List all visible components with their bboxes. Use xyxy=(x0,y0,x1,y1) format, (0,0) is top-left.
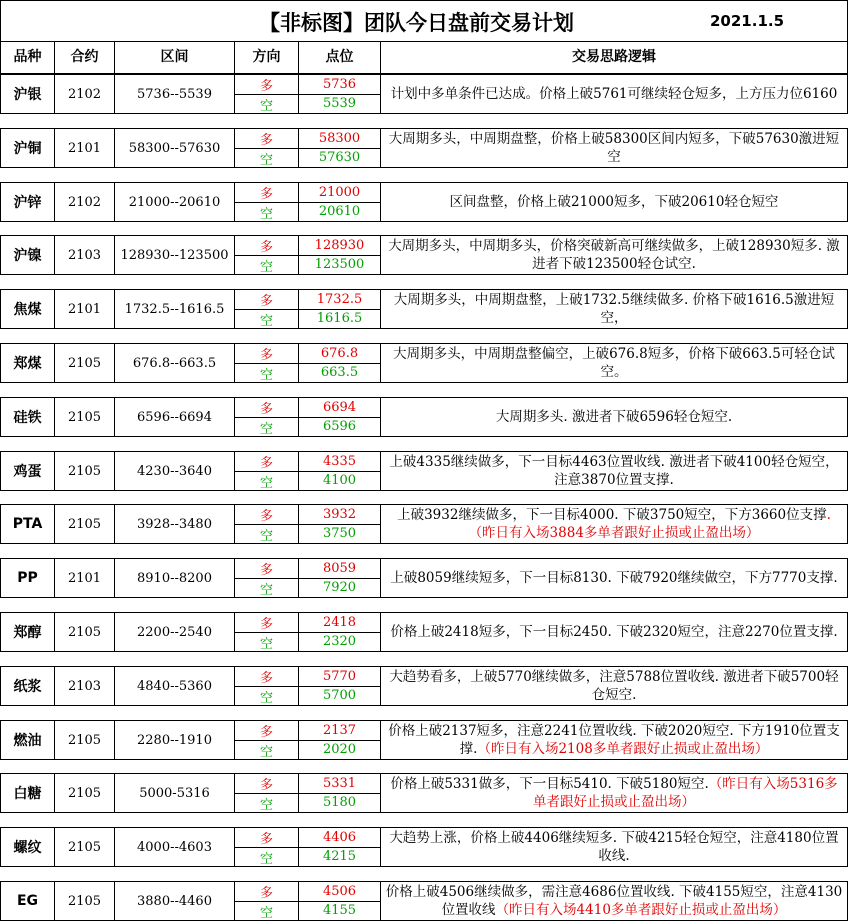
points-cell xyxy=(299,452,381,490)
commodity-name: 沪银 xyxy=(1,75,55,113)
logic-main: 大趋势上涨，价格上破4406继续短多. 下破4215轻仓短空，注意4180位置收线. xyxy=(389,830,839,864)
logic-main: 大周期多头，中周期多头，价格突破新高可继续做多，上破128930短多. 激进者下破123500轻仓试空. xyxy=(388,238,840,272)
table-row xyxy=(0,128,848,168)
direction-short: 空 xyxy=(259,691,273,706)
direction-cell xyxy=(235,452,299,490)
direction-cell xyxy=(235,828,299,866)
logic-main: 价格上破2137短多，注意2241位置收线. 下破2020短空. 下方1910位置支撑. xyxy=(388,723,840,757)
long-point: 5331 xyxy=(299,774,380,794)
logic-cell xyxy=(381,559,847,597)
contract-month: 2101 xyxy=(55,129,115,167)
logic-text xyxy=(385,453,843,489)
logic-cell xyxy=(381,75,847,113)
direction-short: 空 xyxy=(259,153,273,168)
contract-month: 2105 xyxy=(55,398,115,436)
price-range: 5736--5539 xyxy=(115,75,235,113)
logic-text xyxy=(391,85,838,103)
contract-month: 2105 xyxy=(55,344,115,382)
direction-long: 多 xyxy=(235,129,298,149)
logic-text xyxy=(390,569,837,587)
logic-text xyxy=(390,623,837,641)
table-row xyxy=(0,720,848,760)
price-range: 3928--3480 xyxy=(115,505,235,543)
direction-cell xyxy=(235,290,299,328)
logic-main: 价格上破4506继续做多，需注意4686位置收线. 下破4155短空，注意4130位置收线 xyxy=(385,884,843,918)
long-point: 2418 xyxy=(299,613,380,633)
price-range: 3880--4460 xyxy=(115,882,235,920)
points-cell xyxy=(299,290,381,328)
short-point: 2020 xyxy=(322,742,357,758)
commodity-name: EG xyxy=(1,882,55,920)
header-points: 点位 xyxy=(299,42,381,73)
direction-short: 空 xyxy=(259,529,273,544)
long-point: 128930 xyxy=(299,236,380,256)
header-logic: 交易思路逻辑 xyxy=(572,49,656,65)
direction-cell xyxy=(235,183,299,221)
table-row xyxy=(0,289,848,329)
short-point: 4155 xyxy=(322,903,357,919)
short-point: 57630 xyxy=(318,150,361,166)
direction-long: 多 xyxy=(235,236,298,256)
logic-main: 大周期多头，中周期盘整，上破1732.5继续做多. 价格下破1616.5激进短空， xyxy=(393,292,835,326)
direction-long: 多 xyxy=(235,613,298,633)
logic-main: 大周期多头. 激进者下破6596轻仓短空. xyxy=(495,409,733,425)
header-name: 品种 xyxy=(1,42,55,73)
long-point: 5736 xyxy=(299,75,380,95)
logic-text xyxy=(385,345,843,381)
direction-short: 空 xyxy=(259,583,273,598)
logic-text xyxy=(385,237,843,273)
header-contract: 合约 xyxy=(55,42,115,73)
direction-short: 空 xyxy=(259,99,273,114)
short-point: 5539 xyxy=(322,96,357,112)
table-row xyxy=(0,558,848,598)
direction-long: 多 xyxy=(235,452,298,472)
short-point: 6596 xyxy=(322,419,357,435)
long-point: 676.8 xyxy=(299,344,380,364)
header-range: 区间 xyxy=(115,42,235,73)
logic-main: 价格上破5331做多，下一目标5410. 下破5180短空. xyxy=(390,776,709,792)
long-point: 6694 xyxy=(299,398,380,418)
direction-short: 空 xyxy=(259,476,273,491)
short-point: 3750 xyxy=(322,526,357,542)
long-point: 4506 xyxy=(299,882,380,902)
commodity-name: PP xyxy=(1,559,55,597)
logic-text xyxy=(385,883,843,919)
logic-note: （昨日有入场2108多单者跟好止损或止盈出场） xyxy=(477,741,769,757)
logic-text xyxy=(385,722,843,758)
direction-cell xyxy=(235,129,299,167)
commodity-name: 沪铜 xyxy=(1,129,55,167)
direction-short: 空 xyxy=(259,314,273,329)
table-row xyxy=(0,504,848,544)
commodity-name: 纸浆 xyxy=(1,667,55,705)
logic-text xyxy=(385,291,843,327)
direction-cell xyxy=(235,721,299,759)
logic-cell xyxy=(381,344,847,382)
commodity-name: 白糖 xyxy=(1,774,55,812)
short-point: 123500 xyxy=(314,257,365,273)
points-cell xyxy=(299,129,381,167)
contract-month: 2105 xyxy=(55,882,115,920)
logic-cell xyxy=(381,129,847,167)
long-point: 21000 xyxy=(299,183,380,203)
direction-short: 空 xyxy=(259,260,273,275)
contract-month: 2105 xyxy=(55,828,115,866)
points-cell xyxy=(299,721,381,759)
logic-cell xyxy=(381,828,847,866)
logic-cell xyxy=(381,236,847,274)
page-title: 【非标图】团队今日盘前交易计划 xyxy=(259,11,574,35)
contract-month: 2102 xyxy=(55,183,115,221)
contract-month: 2105 xyxy=(55,505,115,543)
logic-cell xyxy=(381,505,847,543)
short-point: 4100 xyxy=(322,473,357,489)
direction-long: 多 xyxy=(235,667,298,687)
direction-long: 多 xyxy=(235,882,298,902)
logic-note: （昨日有入场4410多单者跟好止损或止盈出场） xyxy=(495,902,787,918)
price-range: 4230--3640 xyxy=(115,452,235,490)
points-cell xyxy=(299,882,381,920)
commodity-name: 硅铁 xyxy=(1,398,55,436)
table-row xyxy=(0,451,848,491)
direction-cell xyxy=(235,75,299,113)
direction-long: 多 xyxy=(235,774,298,794)
logic-cell xyxy=(381,667,847,705)
points-cell xyxy=(299,667,381,705)
table-row xyxy=(0,666,848,706)
price-range: 5000-5316 xyxy=(115,774,235,812)
direction-cell xyxy=(235,505,299,543)
direction-cell xyxy=(235,236,299,274)
logic-main: 上破3932继续做多，下一目标4000. 下破3750短空，下方3660位支撑 xyxy=(397,507,827,523)
contract-month: 2105 xyxy=(55,452,115,490)
commodity-name: 鸡蛋 xyxy=(1,452,55,490)
commodity-name: 沪锌 xyxy=(1,183,55,221)
table-row xyxy=(0,773,848,813)
points-cell xyxy=(299,183,381,221)
commodity-name: 郑醇 xyxy=(1,613,55,651)
direction-short: 空 xyxy=(259,798,273,813)
direction-long: 多 xyxy=(235,183,298,203)
direction-cell xyxy=(235,559,299,597)
logic-cell xyxy=(381,613,847,651)
direction-cell xyxy=(235,613,299,651)
table-row xyxy=(0,881,848,921)
logic-main: 价格上破2418短多，下一目标2450. 下破2320短空，注意2270位置支撑. xyxy=(390,624,838,640)
short-point: 5180 xyxy=(322,795,357,811)
contract-month: 2103 xyxy=(55,236,115,274)
contract-month: 2102 xyxy=(55,75,115,113)
price-range: 128930--123500 xyxy=(115,236,235,274)
short-point: 20610 xyxy=(318,204,361,220)
price-range: 676.8--663.5 xyxy=(115,344,235,382)
direction-long: 多 xyxy=(235,505,298,525)
direction-long: 多 xyxy=(235,559,298,579)
table-row xyxy=(0,397,848,437)
points-cell xyxy=(299,236,381,274)
points-cell xyxy=(299,774,381,812)
table-row xyxy=(0,182,848,222)
short-point: 663.5 xyxy=(320,365,359,381)
logic-main: 大周期多头，中周期盘整偏空，上破676.8短多，价格下破663.5可轻仓试空。 xyxy=(393,346,835,380)
logic-text xyxy=(385,506,843,542)
direction-short: 空 xyxy=(259,637,273,652)
logic-note: （昨日有入场5316多单者跟好止损或止盈出场） xyxy=(533,776,838,810)
commodity-name: 螺纹 xyxy=(1,828,55,866)
title-row xyxy=(0,0,848,42)
direction-long: 多 xyxy=(235,398,298,418)
logic-cell xyxy=(381,774,847,812)
logic-text xyxy=(385,829,843,865)
points-cell xyxy=(299,344,381,382)
commodity-name: 郑煤 xyxy=(1,344,55,382)
direction-long: 多 xyxy=(235,75,298,95)
points-cell xyxy=(299,559,381,597)
points-cell xyxy=(299,505,381,543)
logic-cell xyxy=(381,290,847,328)
direction-cell xyxy=(235,667,299,705)
table-row xyxy=(0,235,848,275)
contract-month: 2105 xyxy=(55,721,115,759)
long-point: 4335 xyxy=(299,452,380,472)
plan-date: 2021.1.5 xyxy=(710,12,785,30)
direction-short: 空 xyxy=(259,852,273,867)
table-row xyxy=(0,74,848,114)
direction-long: 多 xyxy=(235,828,298,848)
table-header xyxy=(0,41,848,74)
long-point: 58300 xyxy=(299,129,380,149)
direction-cell xyxy=(235,344,299,382)
logic-cell xyxy=(381,183,847,221)
direction-long: 多 xyxy=(235,721,298,741)
long-point: 2137 xyxy=(299,721,380,741)
points-cell xyxy=(299,398,381,436)
direction-cell xyxy=(235,398,299,436)
commodity-name: PTA xyxy=(1,505,55,543)
logic-main: 计划中多单条件已达成。价格上破5761可继续轻仓短多，上方压力位6160 xyxy=(390,86,838,102)
price-range: 6596--6694 xyxy=(115,398,235,436)
direction-short: 空 xyxy=(259,207,273,222)
direction-short: 空 xyxy=(259,745,273,760)
commodity-name: 燃油 xyxy=(1,721,55,759)
price-range: 4840--5360 xyxy=(115,667,235,705)
header-direction: 方向 xyxy=(235,42,299,73)
short-point: 2320 xyxy=(322,634,357,650)
table-row xyxy=(0,612,848,652)
long-point: 5770 xyxy=(299,667,380,687)
short-point: 4215 xyxy=(322,849,357,865)
logic-note: .（昨日有入场3884多单者跟好止损或止盈出场） xyxy=(468,507,831,541)
price-range: 8910--8200 xyxy=(115,559,235,597)
contract-month: 2105 xyxy=(55,774,115,812)
contract-month: 2101 xyxy=(55,290,115,328)
points-cell xyxy=(299,75,381,113)
logic-main: 大趋势看多，上破5770继续做多，注意5788位置收线. 激进者下破5700轻仓短空. xyxy=(389,669,839,703)
table-row xyxy=(0,343,848,383)
long-point: 3932 xyxy=(299,505,380,525)
logic-text xyxy=(385,130,843,166)
logic-text xyxy=(385,775,843,811)
contract-month: 2101 xyxy=(55,559,115,597)
short-point: 5700 xyxy=(322,688,357,704)
logic-text xyxy=(385,668,843,704)
price-range: 21000--20610 xyxy=(115,183,235,221)
commodity-name: 焦煤 xyxy=(1,290,55,328)
logic-main: 区间盘整，价格上破21000短多，下破20610轻仓短空 xyxy=(449,194,779,210)
direction-cell xyxy=(235,774,299,812)
logic-main: 上破4335继续做多，下一目标4463位置收线. 激进者下破4100轻仓短空，注意3870位置支撑. xyxy=(389,454,839,488)
points-cell xyxy=(299,828,381,866)
direction-long: 多 xyxy=(235,290,298,310)
contract-month: 2103 xyxy=(55,667,115,705)
commodity-name: 沪镍 xyxy=(1,236,55,274)
logic-text xyxy=(450,193,779,211)
logic-main: 大周期多头，中周期盘整，价格上破58300区间内短多，下破57630激进短空 xyxy=(388,131,840,165)
contract-month: 2105 xyxy=(55,613,115,651)
points-cell xyxy=(299,613,381,651)
direction-cell xyxy=(235,882,299,920)
logic-main: 上破8059继续短多，下一目标8130. 下破7920继续做空，下方7770支撑. xyxy=(390,570,838,586)
direction-short: 空 xyxy=(259,368,273,383)
logic-cell xyxy=(381,452,847,490)
price-range: 58300--57630 xyxy=(115,129,235,167)
logic-cell xyxy=(381,721,847,759)
price-range: 1732.5--1616.5 xyxy=(115,290,235,328)
direction-short: 空 xyxy=(259,906,273,921)
long-point: 8059 xyxy=(299,559,380,579)
table-row xyxy=(0,827,848,867)
logic-cell xyxy=(381,398,847,436)
long-point: 1732.5 xyxy=(299,290,380,310)
short-point: 7920 xyxy=(322,580,357,596)
short-point: 1616.5 xyxy=(316,311,363,327)
logic-text xyxy=(496,408,732,426)
long-point: 4406 xyxy=(299,828,380,848)
price-range: 2200--2540 xyxy=(115,613,235,651)
price-range: 2280--1910 xyxy=(115,721,235,759)
direction-short: 空 xyxy=(259,422,273,437)
direction-long: 多 xyxy=(235,344,298,364)
price-range: 4000--4603 xyxy=(115,828,235,866)
logic-cell xyxy=(381,882,847,920)
